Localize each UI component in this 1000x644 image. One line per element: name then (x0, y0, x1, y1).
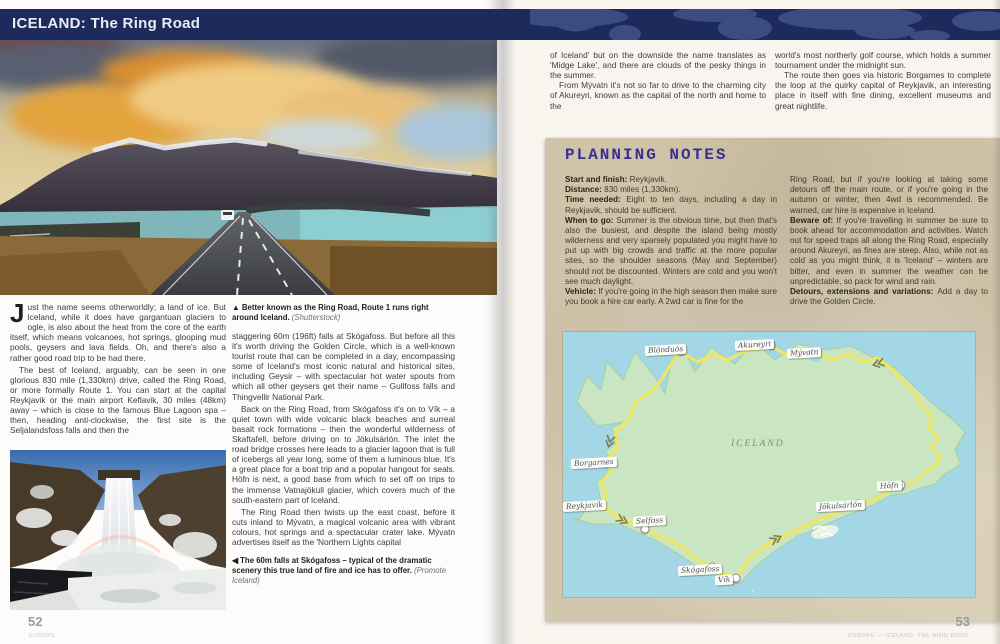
map-region-label: ICELAND (731, 439, 785, 449)
map-label-vik: Vík (715, 575, 734, 586)
map-label-jokulsarlon: Jökulsárlón (816, 500, 865, 513)
planning-column-1 (565, 175, 777, 307)
planning-notes-title: PLANNING NOTES (565, 146, 728, 164)
chapter-header-bar (0, 9, 1000, 40)
page-number-left: 52 (28, 614, 43, 629)
planning-item: Beware of: If you're travelling in summer be sure to book ahead for accommodation and activities. Watch out for speed traps all along the Ring Road, especially around Akureyri, as fines are steep. Also, while not as cold as you might think, it is 'Iceland' – winters are bitter, and even in summer the weather can be unpredictable, so pack for wind and rain. (790, 215, 988, 286)
page-right (503, 0, 1000, 644)
hero-photo-illustration (0, 40, 497, 295)
planning-column-2 (790, 175, 988, 307)
right-column-2 (775, 50, 991, 111)
planning-item: Distance: 830 miles (1,330km). (565, 185, 681, 195)
falls-caption: ◀ The 60m falls at Skógafoss – typical of the dramatic scenery this true land of fire and ice has to offer. (Promote Iceland) (232, 556, 447, 586)
page-left (0, 0, 497, 644)
planning-notes-box (545, 138, 1000, 622)
waterfall-photo-illustration (10, 450, 226, 610)
planning-item: Start and finish: Reykjavik. (565, 175, 667, 184)
map-illustration (563, 332, 975, 597)
ring-road-map (563, 332, 975, 597)
planning-item: Time needed: Eight to ten days, including a day in Reykjavik, should be sufficient. (565, 195, 777, 215)
left-column-2 (232, 303, 455, 608)
planning-item: Ring Road, but if you're looking at taking some detours off the main route, or if you're going in the autumn or winter, then 4wd is recommended. Be warned, car hire is expensive in Iceland. (790, 175, 988, 215)
right-column-1 (550, 50, 766, 111)
map-label-borgarnes: Borgarnes (571, 457, 617, 469)
planning-item: Vehicle: If you're going in the high season then make sure you book a hire car early. A 2wd car is fine for the (565, 286, 777, 307)
hero-caption: ▲ Better known as the Ring Road, Route 1 runs right around Iceland. (Shutterstock) (232, 303, 429, 322)
world-map-icon (530, 9, 1000, 40)
drop-cap: J (10, 298, 25, 328)
left-column-1 (10, 298, 226, 436)
paragraph: staggering 60m (196ft) falls at Skógafoss. But before all this it's worth driving the Golden Circle, which is a well-known tourist route that can be completed in a day, encompassing some of Iceland's most iconic natural and historical sites, including Geysir – with spectacular hot water spouts from which all other geysers get their name – Gullfoss falls and Thingvellir National Park. (232, 330, 455, 402)
chapter-title: ICELAND: The Ring Road (12, 15, 201, 32)
paragraph: The Ring Road then twists up the east coast, before it cuts inland to Mývatn, a magical volcanic area with vibrant colours, hot springs and a spectacular crater lake. Mývatn advertises itself as the 'Northern Lights capital (232, 506, 455, 548)
paragraph: of Iceland' but on the downside the name translates as 'Midge Lake', and there are clouds of the pesky things in the summer. (550, 50, 766, 81)
map-label-blonduos: Blönduós (645, 344, 687, 356)
paragraph: world's most northerly golf course, which holds a summer tournament under the midnight sun. (775, 50, 991, 71)
paragraph: The best of Iceland, arguably, can be seen in one glorious 830 mile (1,330km) drive, called the Ring Road, or more formally Route 1. You can start at the capital Reykjavik or the main airport Keflavik, 30 miles (48km) away – which is close to the famous Blue Lagoon spa – then, heading anti-clockwise, the first site is the Seljalandsfoss falls and then the (10, 364, 226, 436)
map-label-akureyri: Akureyri (735, 339, 775, 351)
map-label-reykjavik: Reykjavík (563, 500, 606, 512)
hero-photo (0, 40, 497, 295)
running-footer-right: EUROPE — ICELAND: THE RING ROAD (848, 633, 969, 639)
map-label-selfoss: Selfoss (633, 515, 666, 527)
map-label-myvatn: Mývatn (787, 347, 822, 359)
map-label-hofn: Höfn (877, 480, 902, 491)
paragraph: The route then goes via historic Borgarnes to complete the loop at the quirky capital of Reykjavik, an interesting place in itself with fine dining, excellent museums and great nightlife. (775, 70, 991, 111)
paragraph: Back on the Ring Road, from Skógafoss it's on to Vík – a quiet town with wide volcanic black beaches and surreal basalt rock formations – then the wonderful wilderness of Skaftafell, before driving on to Jökulsárlón. The inlet the road bridge crosses here leads to a glacier lagoon that is full of icebergs all year long, some of them a luminous blue. It's a great place for a boat trip and a popular hangout for seals. Höfn is next, a good base from which to set off on trips to the immense Vatnajökull glacier, which covers much of the south-eastern part of Iceland. (232, 403, 455, 505)
running-footer-left: EUROPE (29, 633, 56, 639)
planning-item: Detours, extensions and variations: Add a day to drive the Golden Circle. (790, 286, 988, 307)
page-number-right: 53 (955, 614, 970, 629)
waterfall-photo (10, 450, 226, 610)
paragraph: Just the name seems otherworldly; a land of ice. But Iceland, while it does have gargantuan glaciers to ogle, is also about the heat from the core of the earth itself, which means volcanoes, hot springs, glooping mud pools, geysers and lava fields. Oh, and there's also a rather good road trip to be had there. (10, 298, 226, 363)
planning-item: When to go: Summer is the obvious time, but then that's also the busiest, and despite the island being mostly wilderness and very sparsely populated you might have to put up with big crowds and traffic at the more popular sites, so the shoulder seasons (May and September) should not be discounted. Winters are cold and you won't see much daylight. (565, 215, 777, 286)
paragraph: From Mývatn it's not so far to drive to the charming city of Akureyri, known as the capital of the north and home to the (550, 80, 766, 111)
map-label-skogafoss: Skógafoss (678, 564, 723, 576)
